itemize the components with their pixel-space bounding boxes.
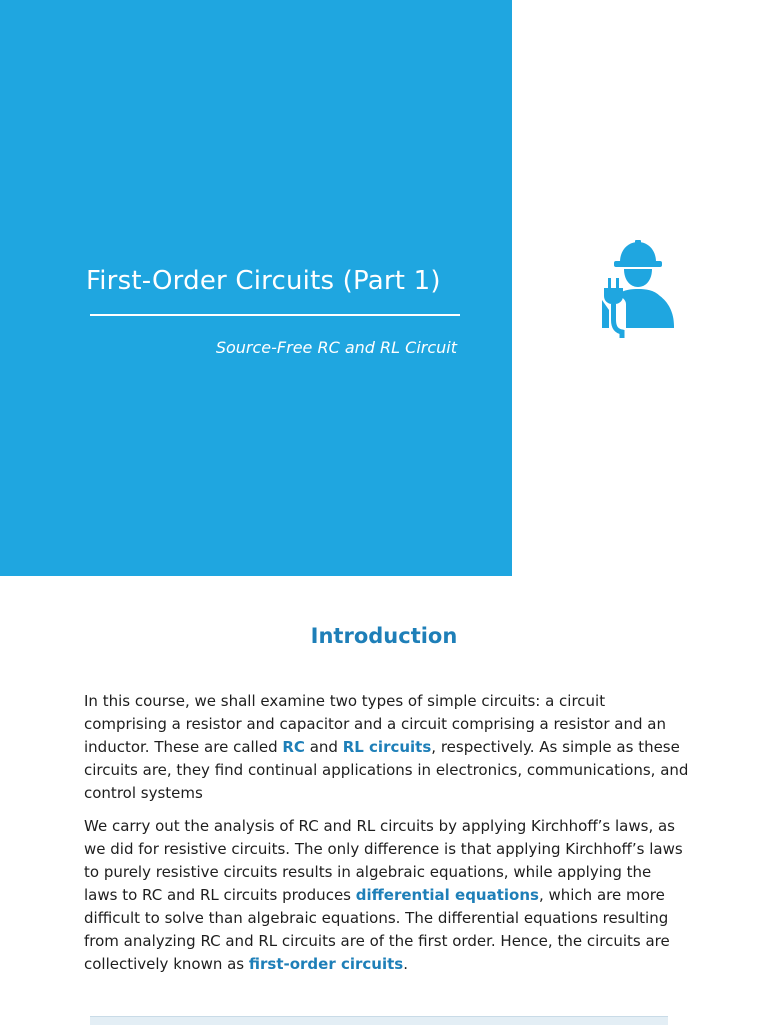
section-heading-introduction: Introduction: [310, 624, 458, 648]
page-title: First-Order Circuits (Part 1): [86, 266, 441, 296]
paragraph-text: In this course, we shall examine two types of simple circuits: a circuit comprising a resistor and capacitor and a circuit comprising a resistor and an inductor. These are called: [84, 692, 666, 756]
paragraph-text: , respectively. As simple as these circuits are, they find continual applications in electronics, communications, and control systems: [84, 738, 689, 802]
title-divider: [90, 314, 460, 316]
term-rc: RC: [282, 738, 305, 756]
term-rl-circuits: RL circuits: [342, 738, 432, 756]
intro-paragraph-2: [84, 815, 689, 976]
term-differential-equations: differential equations: [355, 886, 539, 904]
paragraph-text: .: [403, 955, 408, 973]
paragraph-text: , which are more difficult to solve than algebraic equations. The differential equations resulting from analyzing RC and RL circuits are of the first order. Hence, the circuits are collectively known as: [84, 886, 670, 973]
intro-body: [84, 690, 689, 976]
engineer-with-plug-icon: [598, 238, 678, 338]
paragraph-text: We carry out the analysis of RC and RL circuits by applying Kirchhoff’s laws, as we did for resistive circuits. The only difference is that applying Kirchhoff’s laws to purely resistive circuits results in algebraic equations, while applying the laws to RC and RL circuits produces: [84, 817, 683, 904]
title-banner: [0, 0, 512, 576]
paragraph-text: and: [304, 738, 343, 756]
intro-paragraph-1: [84, 690, 689, 805]
term-first-order-circuits: first-order circuits: [248, 955, 404, 973]
page-subtitle: Source-Free RC and RL Circuit: [215, 338, 457, 357]
